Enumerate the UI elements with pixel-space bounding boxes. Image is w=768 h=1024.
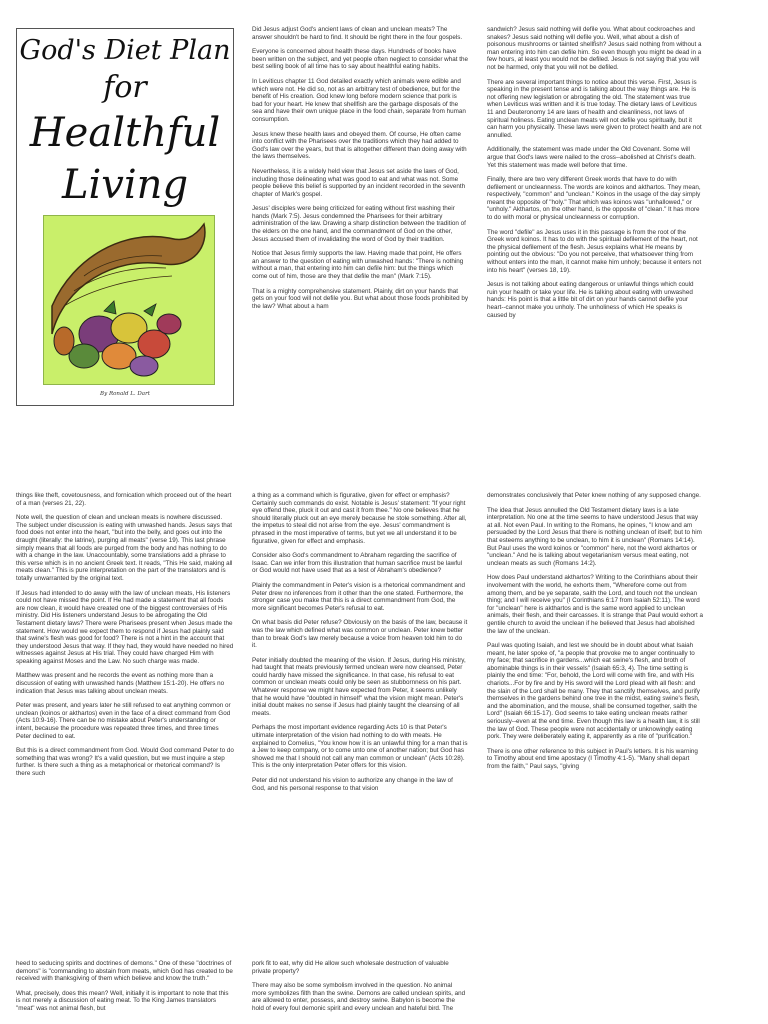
cornucopia-icon <box>44 216 214 384</box>
page2-column1 <box>16 492 234 902</box>
page2-column3 <box>487 492 703 902</box>
cover-title-line4: Living <box>61 162 189 208</box>
paragraph: That is a mighty comprehensive statement. Plainly, dirt on your hands that gets on your food will not defile you. But what about those foods prohibited by the law? What about a ham <box>252 287 468 310</box>
paragraph: If Jesus had intended to do away with the law of unclean meats, His listeners could not have missed the point. If He had made a statement that all foods are now clean, it would have created one of the biggest controversies of His ministry. Did His listeners understand Jesus to be abrogating the Old Testament dietary laws? There were Pharisees present when Jesus made the statement. How would we expect them to respond if Jesus had plainly said that swine's flesh was good for food? There is not a hint in the account that they understood Jesus that way. If they had, they would have needed no hired witnesses against Jesus at His trial. They could have charged Him with speaking against Moses and the Law. No such charge was made. <box>16 589 234 665</box>
cover-title-line3: Healthful <box>29 110 221 156</box>
paragraph: Note well, the question of clean and unclean meats is nowhere discussed. The subject under discussion is eating with unwashed hands. Jesus says that food does not enter into the heart, "but into the belly, and goes out into the draught (literally: the latrine), purging all meats" (verse 19). This last phrase simply means that all foods are purged from the body and has nothing to do with a change in the law. Unaccountably, some translations add a phrase to this verse which is in no ancient Greek text. It reads, "This He said, making all meats clean." This is pure interpretation on the part of the translators and is totally unwarranted by the original text. <box>16 514 233 582</box>
cover-title-line1: God's Diet Plan <box>19 35 231 66</box>
paragraph: On what basis did Peter refuse? Obviously on the basis of the law, because it was the law which defined what was common or unclean. Peter knew better than to break God's law merely because a voice from heaven told him to do it. <box>252 619 468 650</box>
paragraph: The word "defile" as Jesus uses it in this passage is from the root of the Greek word koinos. It has to do with the spiritual defilement of the heart, not the physical defilement of the flesh. Jesus explains what He means by pointing out the obvious: "Do you not perceive, that whatsoever thing from without enters into the man, it cannot make him unholy; because it enters not into his heart" (verses 18, 19). <box>487 228 702 274</box>
paragraph: Additionally, the statement was made under the Old Covenant. Some will argue that God's laws were nailed to the cross--abolished at Christ's death. Yet this statement was made well before that time. <box>487 146 696 169</box>
book-cover <box>16 28 234 406</box>
paragraph: Matthew was present and he records the event as nothing more than a discussion of eating with unwashed hands (Matthew 15:1-20). He offers no indication that Jesus was talking about unclean meats. <box>16 672 225 695</box>
paragraph: There is one other reference to this subject in Paul's letters. It is his warning to Timothy about end time apostacy (I Timothy 4:1-5). "Many shall depart from the faith," Paul says, "giving <box>487 747 698 770</box>
paragraph: Peter did not understand his vision to authorize any change in the law of God, and his personal response to that vision <box>252 777 453 792</box>
paragraph: What, precisely, does this mean? Well, initially it is important to note that this is not merely a discussion of eating meat. To the King James translators "meat" was not animal flesh, but <box>16 989 229 1012</box>
paragraph: There are several important things to notice about this verse. First, Jesus is speaking in the present tense and is talking about the way things are. He is not offering new legislation or abrogating the old. The statement was true when Leviticus was written and it is true today. The dietary laws of Leviticus 11 and Deuteronomy 14 are laws of health and cleanliness, not laws of spiritual holiness. Eating unclean meats will not defile you spiritually, but it can harm you physically. These laws were given to protect health and are not annulled. <box>487 78 702 139</box>
paragraph: Jesus' disciples were being criticized for eating without first washing their hands (Mark 7:5). Jesus condemned the Pharisees for their arbitrary administration of the law. Drawing a sharp distinction between the tradition of the elders on the one hand, and the commandment of God on the other, Jesus accused them of invalidating the word of God by their tradition. <box>252 205 466 243</box>
paragraph: In Leviticus chapter 11 God detailed exactly which animals were edible and which were not. He did so, not as an arbitrary test of obedience, but for the benefit of His creation. God knew long before modern science that pork is bad for your heart. He knew that shellfish are the garbage disposals of the sea and have their own unique place in the food chain, separate from human consumption. <box>252 77 466 123</box>
paragraph: Notice that Jesus firmly supports the law. Having made that point, He offers an answer to the question of eating with unwashed hands: "There is nothing without a man, that entering into him can defile him: but the things which come out of him, those are they that defile the man" (Mark 7:15). <box>252 250 464 281</box>
paragraph: Consider also God's commandment to Abraham regarding the sacrifice of Isaac. Can we infer from this illustration that human sacrifice must be lawful or God would not have used that as a test of Abraham's obedience? <box>252 552 462 575</box>
paragraph: Peter was present, and years later he still refused to eat anything common or unclean (koinos or akthartos) even in the face of a direct command from God (Acts 10:9-16). There can be no mistake about Peter's understanding or intent, because the procedure was repeated three times, and three times Peter declined to eat. <box>16 702 231 740</box>
paragraph: Paul was quoting Isaiah, and lest we should be in doubt about what Isaiah meant, he later spoke of, "a people that provoke me to anger continually to my face; that sacrifice in gardens...which eat swine's flesh, and broth of abominable things is in their vessels" (Isaiah 65:3, 4). The time setting is plainly the end time: "For, behold, the Lord will come with fire, and with His chariots...For by fire and by His sword will the Lord plead with all flesh: and the slain of the Lord shall be many. They that sanctify themselves, and purify themselves in the gardens behind one tree in the midst, eating swine's flesh, and the abomination, and the mouse, shall be consumed together, saith the Lord" (Isaiah 66:15-17). God seems to take eating unclean meats rather seriously--even at the end time. Even though this law is a health law, it is still the law of God. These people were not accidentally or unknowingly eating pork. They were deliberately eating it, apparently as a rite of "purification." <box>487 642 700 741</box>
cover-byline: By Ronald L. Dart <box>100 391 150 397</box>
paragraph: Plainly the commandment in Peter's vision is a rhetorical commandment and Peter drew no inferences from it other than the one stated. Furthermore, the stronger case you make that this is a direct commandment from God, the more significant becomes Peter's refusal to eat. <box>252 581 465 612</box>
paragraph: Perhaps the most important evidence regarding Acts 10 is that Peter's ultimate interpretation of the vision had nothing to do with meats. He explained to Cornelius, "You know how it is an unlawful thing for a man that is a Jew to keep company, or to come unto one of another nation; but God has showed me that I should not call any man common or unclean" (Acts 10:28). This is the only interpretation Peter offers for this vision. <box>252 724 468 770</box>
paragraph: sandwich? Jesus said nothing will defile you. What about cockroaches and snakes? Jesus said nothing will defile you. Well, what about a dish of poisonous mushrooms or tainted shellfish? Jesus said nothing from without a man entering into him can defile him. So even though you might be dead in a few hours, at least you would not be defiled. Jesus is not saying that you will not be harmed, only that you will not be defiled. <box>487 26 702 71</box>
paragraph: a thing as a command which is figurative, given for effect or emphasis? Certainly such commands do exist. Notable is Jesus' statement: "If your right eye offend thee, pluck it out and cast it from thee." No one believes that he should literally pluck out an eye merely because he stole something. After all, the impetus to steal did not arise from the eye. Jesus' commandment is phrased in the most imperative of terms, but yet we all understand it to be figurative, given for effect and emphasis. <box>252 492 467 545</box>
paragraph: There may also be some symbolism involved in the question. No animal more symbolizes filth than the swine. Demons are called unclean spirits, and are allowed to enter, possess, and destroy swine. Babylon is become the hold of every foul demonic spirit and every unclean and hateful bird. The <box>252 982 466 1012</box>
paragraph: Peter initially doubted the meaning of the vision. If Jesus, during His ministry, had taught that meats previously termed unclean were now cleansed, Peter could hardly have missed the significance. In that case, his refusal to eat common or unclean meats could only be seen as stubbornness on his part. Whatever response we might have expected from Peter, it seems unlikely that he would have "doubted in himself" what the vision might mean. Peter's initial doubt makes no sense if Jesus had plainly taught the cleansing of all meats. <box>252 656 466 717</box>
paragraph: Did Jesus adjust God's ancient laws of clean and unclean meats? The answer shouldn't be hard to find. It should be right there in the four gospels. <box>252 26 463 41</box>
paragraph: Everyone is concerned about health these days. Hundreds of books have been written on the subject, and yet people often neglect to consider what the best selling book of all time has to say about healthful eating habits. <box>252 48 468 71</box>
paragraph: things like theft, covetousness, and fornication which proceed out of the heart of a man (verses 21, 22). <box>16 492 232 507</box>
paragraph: demonstrates conclusively that Peter knew nothing of any supposed change. <box>487 492 701 499</box>
paragraph: heed to seducing spirits and doctrines of demons." One of these "doctrines of demons" is "commanding to abstain from meats, which God has created to be received with thanksgiving of them which believe and know the truth." <box>16 960 233 983</box>
page3-column2 <box>252 960 468 1024</box>
page2-column2 <box>252 492 468 902</box>
paragraph: Jesus knew these health laws and obeyed them. Of course, He often came into conflict with the Pharisees over the traditions which they had added to God's law over the years, but that is altogether different than doing away with the laws themselves. <box>252 130 467 161</box>
page1-column2 <box>252 26 468 408</box>
paragraph: How does Paul understand akthartos? Writing to the Corinthians about their involvement with the world, he exhorts them, "Wherefore come out from among them, and be ye separate, saith the Lord, and touch not the unclean thing; and I will receive you" (I Corinthians 6:17 from Isaiah 52:11). The word for "unclean" here is akthartos and is the same word applied to unclean animals, their flesh, and their carcasses. It is strange that Paul would exhort a gentile church to avoid the unclean if he believed that Jesus had abolished the law of the unclean. <box>487 574 703 635</box>
page1-column3 <box>487 26 703 408</box>
paragraph: Finally, there are two very different Greek words that have to do with defilement or uncleanness. The words are koinos and akthartos. They mean, respectively, "common" and "unclean." Koinos in the usage of the day simply meant the opposite of "holy." That which was koinos was "unhallowed," or "unholy." Akthartos, on the other hand, is the opposite of "clean." It has more to do with moral or physical uncleanness or corruption. <box>487 176 701 222</box>
paragraph: But this is a direct commandment from God. Would God command Peter to do something that was wrong? It's a valid question, but we must inquire a step further. Is there such a thing as a metaphorical or rhetorical command? Is there such <box>16 747 234 777</box>
cover-illustration <box>43 215 215 385</box>
cover-title-line2: for <box>103 70 147 105</box>
page3-column1 <box>16 960 234 1024</box>
paragraph: pork fit to eat, why did He allow such wholesale destruction of valuable private property? <box>252 960 449 975</box>
paragraph: Jesus is not talking about eating dangerous or unlawful things which could ruin your health or take your life. He is talking about eating with unwashed hands: His point is that a little bit of dirt on your hands cannot defile your heart--cannot make you unholy. The unholiness of which He speaks is caused by <box>487 281 694 319</box>
paragraph: The idea that Jesus annulled the Old Testament dietary laws is a late interpretation. No one at the time seems to have understood Jesus that way at all. Not even Paul. In writing to the Romans, he opines, "I know and am persuaded by the Lord Jesus that there is nothing unclean of itself; but to him that esteems anything to be unclean, to him it is unclean" (Romans 14:14). But Paul uses the word koinos or "common" here, not the word akthartos or "unclean." And he is talking about vegetarianism versus meat eating, not unclean meats as such (Romans 14:2). <box>487 506 702 567</box>
paragraph: Nevertheless, it is a widely held view that Jesus set aside the laws of God, including those delineating what was good to eat and what was not. Some people believe this belief is supported by an incident recorded in the seventh chapter of Mark's gospel. <box>252 167 466 198</box>
